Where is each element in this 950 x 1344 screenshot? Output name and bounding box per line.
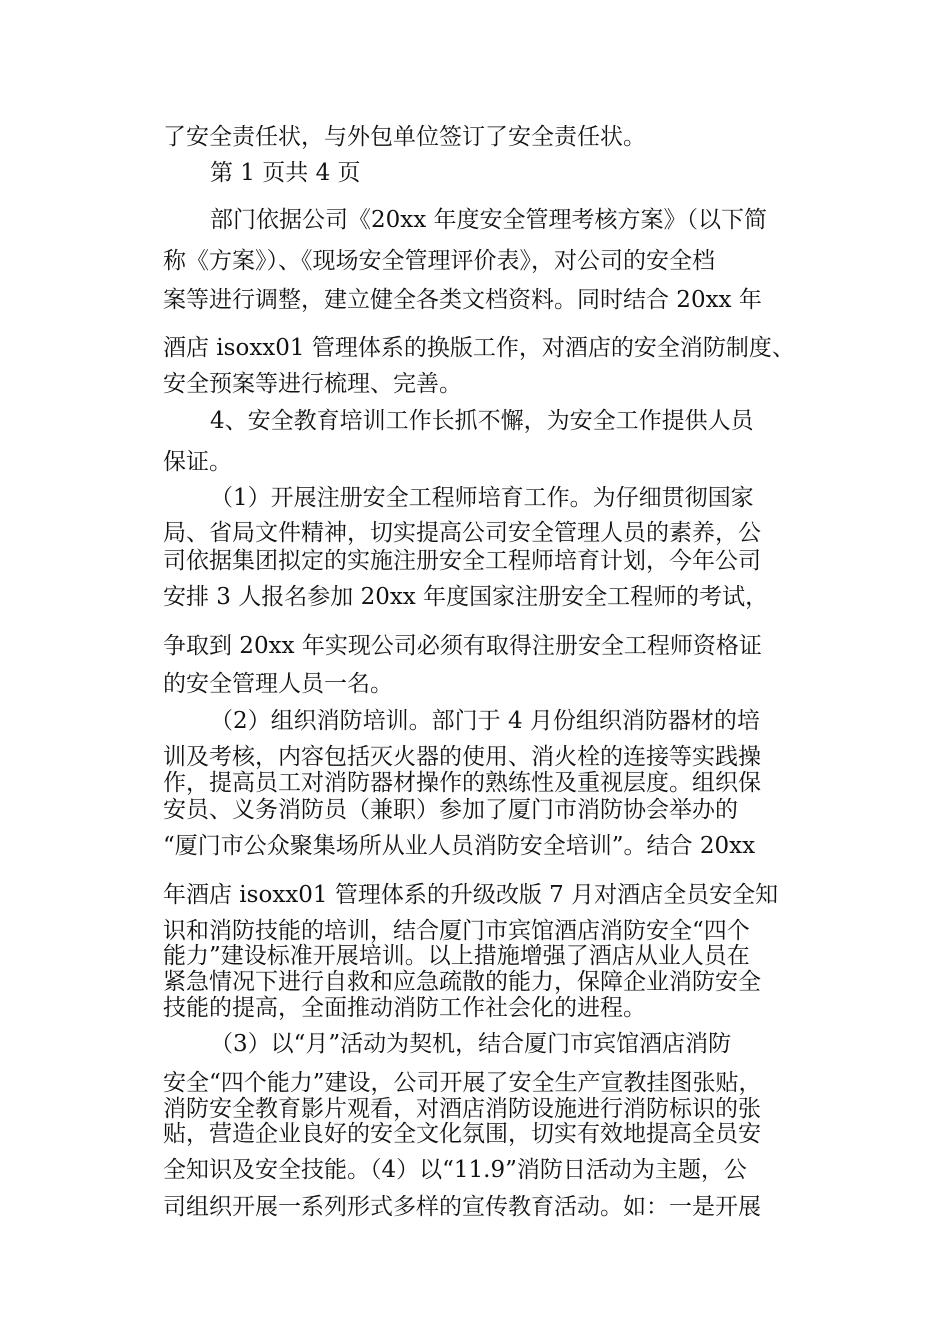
text-line: 了安全责任状，与外包单位签订了安全责任状。 (163, 124, 646, 150)
text-line: 案等进行调整，建立健全各类文档资料。同时结合 20xx 年 (163, 287, 762, 313)
text-line: 的安全管理人员一名。 (163, 671, 393, 697)
text-line: 司依据集团拟定的实施注册安全工程师培育计划，今年公司 (163, 548, 761, 574)
text-line: 安全预案等进行梳理、完善。 (163, 371, 462, 397)
text-line: （2）组织消防培训。部门于 4 月份组织消防器材的培 (210, 708, 760, 734)
text-line: 部门依据公司《20xx 年度安全管理考核方案》（以下简 (210, 207, 768, 233)
text-line: 司组织开展一系列形式多样的宣传教育活动。如：一是开展 (163, 1194, 761, 1220)
text-line: 作，提高员工对消防器材操作的熟练性及重视层度。组织保 (163, 770, 761, 796)
text-line: 识和消防技能的培训，结合厦门市宾馆酒店消防安全“四个 (163, 918, 750, 944)
text-line: 安员、义务消防员（兼职）参加了厦门市消防协会举办的 (163, 797, 738, 823)
text-line: 保证。 (163, 449, 232, 475)
text-line: 争取到 20xx 年实现公司必须有取得注册安全工程师资格证 (163, 633, 762, 659)
text-line: 能力”建设标准开展培训。以上措施增强了酒店从业人员在 (163, 943, 750, 969)
section-heading: 4、安全教育培训工作长抓不懈，为安全工作提供人员 (210, 408, 754, 434)
text-line: 安排 3 人报名参加 20xx 年度国家注册安全工程师的考试， (163, 584, 769, 610)
text-line: 消防安全教育影片观看，对酒店消防设施进行消防标识的张 (163, 1096, 761, 1122)
text-line: （1）开展注册安全工程师培育工作。为仔细贯彻国家 (210, 485, 754, 511)
text-line: 年酒店 isoxx01 管理体系的升级改版 7 月对酒店全员安全知 (163, 882, 779, 908)
text-line: 训及考核，内容包括灭火器的使用、消火栓的连接等实践操 (163, 744, 761, 770)
text-line: 贴，营造企业良好的安全文化氛围，切实有效地提高全员安 (163, 1121, 761, 1147)
text-line: 安全“四个能力”建设，公司开展了安全生产宣教挂图张贴， (163, 1070, 762, 1096)
text-line: 全知识及安全技能。（4）以“11.9”消防日活动为主题，公 (163, 1157, 747, 1183)
page-number: 第 1 页共 4 页 (210, 160, 361, 186)
text-line: 技能的提高，全面推动消防工作社会化的进程。 (163, 995, 646, 1021)
text-line: 称《方案》）、《现场安全管理评价表》，对公司的安全档 (163, 248, 715, 274)
text-line: “厦门市公众聚集场所从业人员消防安全培训”。结合 20xx (163, 833, 756, 859)
text-line: （3）以“月”活动为契机，结合厦门市宾馆酒店消防 (210, 1031, 732, 1057)
text-line: 紧急情况下进行自救和应急疏散的能力，保障企业消防安全 (163, 969, 761, 995)
text-line: 酒店 isoxx01 管理体系的换版工作，对酒店的安全消防制度、 (163, 335, 795, 361)
text-line: 局、省局文件精神，切实提高公司安全管理人员的素养，公 (163, 520, 761, 546)
